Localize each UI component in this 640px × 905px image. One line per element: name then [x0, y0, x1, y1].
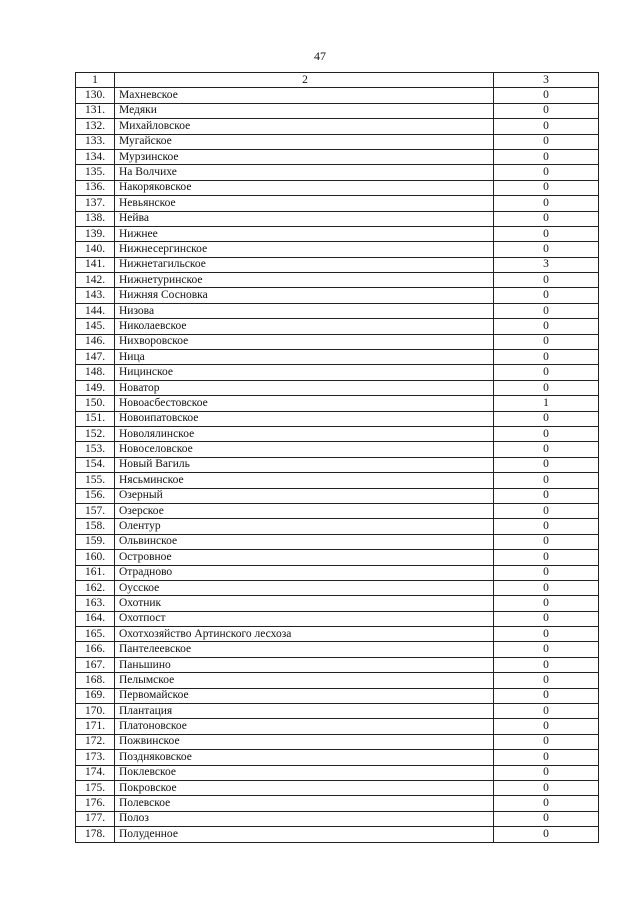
row-number: 151. — [76, 411, 115, 426]
row-value: 0 — [494, 319, 599, 334]
table-row — [76, 657, 599, 672]
row-value: 0 — [494, 657, 599, 672]
row-name: Нижняя Сосновка — [115, 288, 494, 303]
row-name: Платоновское — [115, 719, 494, 734]
row-name: Нижнесергинское — [115, 242, 494, 257]
row-value: 0 — [494, 734, 599, 749]
row-number: 153. — [76, 442, 115, 457]
row-number: 170. — [76, 704, 115, 719]
row-name: Озерское — [115, 503, 494, 518]
table-row — [76, 303, 599, 318]
row-number: 140. — [76, 242, 115, 257]
table-row — [76, 411, 599, 426]
table-row — [76, 196, 599, 211]
row-name: Пантелеевское — [115, 642, 494, 657]
row-number: 176. — [76, 796, 115, 811]
row-name: Первомайское — [115, 688, 494, 703]
row-name: Покровское — [115, 780, 494, 795]
table-row — [76, 134, 599, 149]
row-number: 167. — [76, 657, 115, 672]
row-number: 173. — [76, 750, 115, 765]
row-name: Невьянское — [115, 196, 494, 211]
row-value: 0 — [494, 380, 599, 395]
row-name: Охотхозяйство Артинского лесхоза — [115, 627, 494, 642]
table-row — [76, 396, 599, 411]
row-number: 146. — [76, 334, 115, 349]
header-col-1: 1 — [76, 73, 115, 88]
table-row — [76, 550, 599, 565]
row-value: 0 — [494, 596, 599, 611]
row-number: 143. — [76, 288, 115, 303]
table-row — [76, 827, 599, 842]
row-number: 139. — [76, 226, 115, 241]
row-value: 0 — [494, 457, 599, 472]
row-name: Пожвинское — [115, 734, 494, 749]
table-row — [76, 319, 599, 334]
table-row — [76, 103, 599, 118]
table-row — [76, 673, 599, 688]
row-number: 138. — [76, 211, 115, 226]
row-number: 135. — [76, 165, 115, 180]
row-number: 141. — [76, 257, 115, 272]
row-number: 147. — [76, 350, 115, 365]
row-name: Олентур — [115, 519, 494, 534]
row-value: 0 — [494, 473, 599, 488]
row-value: 0 — [494, 750, 599, 765]
row-name: Ницинское — [115, 365, 494, 380]
row-name: Новоселовское — [115, 442, 494, 457]
page-number: 47 — [314, 49, 326, 63]
row-value: 0 — [494, 88, 599, 103]
row-value: 0 — [494, 519, 599, 534]
row-name: Охотпост — [115, 611, 494, 626]
row-value: 0 — [494, 565, 599, 580]
row-number: 134. — [76, 149, 115, 164]
row-name: Плантация — [115, 704, 494, 719]
row-name: Пелымское — [115, 673, 494, 688]
row-value: 0 — [494, 719, 599, 734]
table-row — [76, 380, 599, 395]
row-name: Нижнетагильское — [115, 257, 494, 272]
table-row — [76, 257, 599, 272]
row-name: Озерный — [115, 488, 494, 503]
row-name: Новый Вагиль — [115, 457, 494, 472]
table-header-row — [76, 73, 599, 88]
row-value: 0 — [494, 627, 599, 642]
row-number: 168. — [76, 673, 115, 688]
row-number: 165. — [76, 627, 115, 642]
row-name: Полоз — [115, 811, 494, 826]
table-row — [76, 457, 599, 472]
row-value: 0 — [494, 442, 599, 457]
row-value: 0 — [494, 242, 599, 257]
table-row — [76, 226, 599, 241]
table-body — [76, 73, 599, 843]
row-value: 0 — [494, 103, 599, 118]
row-name: Нейва — [115, 211, 494, 226]
table-row — [76, 165, 599, 180]
row-name: Николаевское — [115, 319, 494, 334]
row-name: Михайловское — [115, 119, 494, 134]
row-name: Накоряковское — [115, 180, 494, 195]
row-number: 163. — [76, 596, 115, 611]
table-row — [76, 442, 599, 457]
row-name: Островное — [115, 550, 494, 565]
row-number: 155. — [76, 473, 115, 488]
row-name: Низова — [115, 303, 494, 318]
row-name: Поздняковское — [115, 750, 494, 765]
row-number: 164. — [76, 611, 115, 626]
row-name: Нясьминское — [115, 473, 494, 488]
table-row — [76, 565, 599, 580]
row-number: 149. — [76, 380, 115, 395]
row-name: Новолялинское — [115, 426, 494, 441]
row-value: 0 — [494, 273, 599, 288]
table-row — [76, 288, 599, 303]
row-name: Оусское — [115, 580, 494, 595]
row-name: Нижнее — [115, 226, 494, 241]
row-name: Охотник — [115, 596, 494, 611]
table-row — [76, 627, 599, 642]
row-value: 0 — [494, 580, 599, 595]
row-name: Поклевское — [115, 765, 494, 780]
row-name: Махневское — [115, 88, 494, 103]
row-value: 0 — [494, 119, 599, 134]
row-number: 175. — [76, 780, 115, 795]
row-value: 0 — [494, 211, 599, 226]
row-number: 148. — [76, 365, 115, 380]
row-value: 0 — [494, 488, 599, 503]
row-value: 0 — [494, 303, 599, 318]
table-row — [76, 334, 599, 349]
row-number: 178. — [76, 827, 115, 842]
table-row — [76, 273, 599, 288]
row-number: 154. — [76, 457, 115, 472]
table-row — [76, 519, 599, 534]
row-name: Мурзинское — [115, 149, 494, 164]
table-row — [76, 611, 599, 626]
row-number: 162. — [76, 580, 115, 595]
row-name: Новоипатовское — [115, 411, 494, 426]
row-number: 161. — [76, 565, 115, 580]
table-row — [76, 534, 599, 549]
row-value: 0 — [494, 288, 599, 303]
row-value: 0 — [494, 196, 599, 211]
row-value: 0 — [494, 334, 599, 349]
table-row — [76, 596, 599, 611]
table-row — [76, 580, 599, 595]
table-row — [76, 119, 599, 134]
row-value: 0 — [494, 226, 599, 241]
table-row — [76, 365, 599, 380]
data-table — [75, 72, 599, 843]
row-name: Полевское — [115, 796, 494, 811]
row-number: 169. — [76, 688, 115, 703]
row-number: 172. — [76, 734, 115, 749]
table-row — [76, 765, 599, 780]
row-number: 142. — [76, 273, 115, 288]
row-value: 0 — [494, 149, 599, 164]
table-row — [76, 750, 599, 765]
row-number: 166. — [76, 642, 115, 657]
row-number: 150. — [76, 396, 115, 411]
row-value: 0 — [494, 503, 599, 518]
row-name: Медяки — [115, 103, 494, 118]
table-row — [76, 704, 599, 719]
row-value: 0 — [494, 611, 599, 626]
row-value: 0 — [494, 165, 599, 180]
table-row — [76, 149, 599, 164]
row-value: 0 — [494, 180, 599, 195]
row-number: 130. — [76, 88, 115, 103]
row-number: 137. — [76, 196, 115, 211]
table-row — [76, 780, 599, 795]
row-name: Новатор — [115, 380, 494, 395]
row-value: 1 — [494, 396, 599, 411]
header-col-3: 3 — [494, 73, 599, 88]
row-value: 0 — [494, 134, 599, 149]
table-row — [76, 180, 599, 195]
row-value: 0 — [494, 780, 599, 795]
row-name: Ница — [115, 350, 494, 365]
row-value: 0 — [494, 365, 599, 380]
table-row — [76, 242, 599, 257]
row-value: 0 — [494, 811, 599, 826]
row-name: Новоасбестовское — [115, 396, 494, 411]
row-value: 0 — [494, 350, 599, 365]
row-number: 177. — [76, 811, 115, 826]
row-number: 174. — [76, 765, 115, 780]
row-number: 131. — [76, 103, 115, 118]
row-number: 145. — [76, 319, 115, 334]
table-row — [76, 473, 599, 488]
row-value: 0 — [494, 550, 599, 565]
row-number: 160. — [76, 550, 115, 565]
table-row — [76, 688, 599, 703]
row-name: Мугайское — [115, 134, 494, 149]
table-row — [76, 642, 599, 657]
row-name: Отрадново — [115, 565, 494, 580]
row-number: 159. — [76, 534, 115, 549]
table-row — [76, 488, 599, 503]
header-col-2: 2 — [115, 73, 494, 88]
row-value: 0 — [494, 411, 599, 426]
row-value: 0 — [494, 534, 599, 549]
row-value: 0 — [494, 765, 599, 780]
row-value: 0 — [494, 673, 599, 688]
row-number: 171. — [76, 719, 115, 734]
row-value: 0 — [494, 796, 599, 811]
row-number: 132. — [76, 119, 115, 134]
row-number: 136. — [76, 180, 115, 195]
row-name: Нихворовское — [115, 334, 494, 349]
table-row — [76, 211, 599, 226]
row-name: Паньшино — [115, 657, 494, 672]
row-number: 157. — [76, 503, 115, 518]
table-row — [76, 350, 599, 365]
row-number: 144. — [76, 303, 115, 318]
row-value: 0 — [494, 642, 599, 657]
table-row — [76, 719, 599, 734]
row-name: Полуденное — [115, 827, 494, 842]
row-value: 3 — [494, 257, 599, 272]
row-value: 0 — [494, 827, 599, 842]
row-value: 0 — [494, 704, 599, 719]
table-row — [76, 426, 599, 441]
row-number: 133. — [76, 134, 115, 149]
table-row — [76, 88, 599, 103]
row-value: 0 — [494, 688, 599, 703]
table-row — [76, 796, 599, 811]
row-value: 0 — [494, 426, 599, 441]
table-row — [76, 734, 599, 749]
row-name: Нижнетуринское — [115, 273, 494, 288]
row-number: 152. — [76, 426, 115, 441]
table-row — [76, 811, 599, 826]
table-row — [76, 503, 599, 518]
row-name: На Волчихе — [115, 165, 494, 180]
row-number: 158. — [76, 519, 115, 534]
row-number: 156. — [76, 488, 115, 503]
row-name: Ольвинское — [115, 534, 494, 549]
